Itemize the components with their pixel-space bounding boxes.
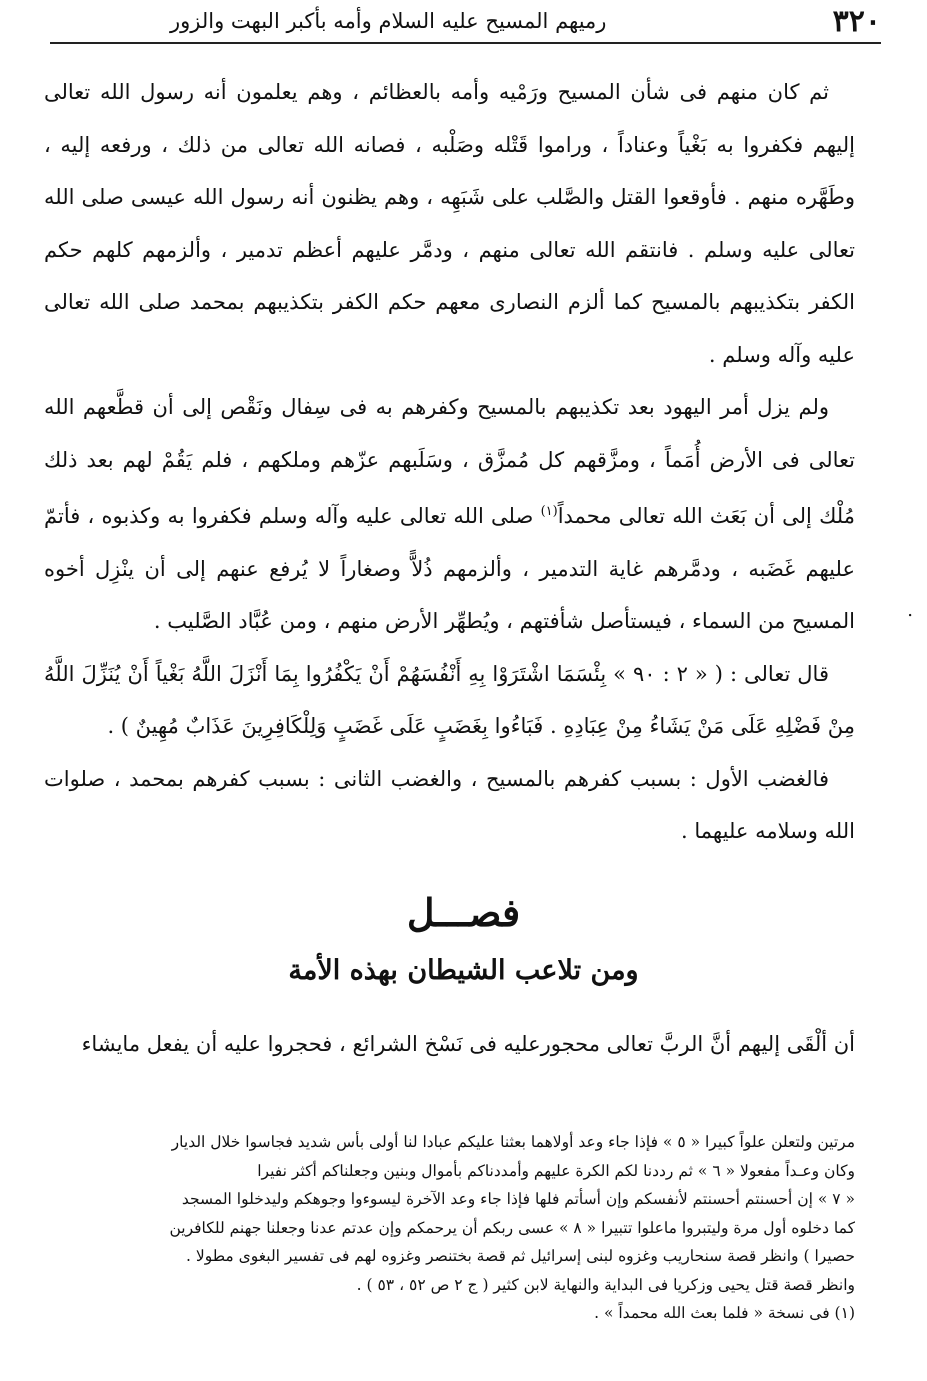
quran-quote-paragraph: قال تعالى : ( « ٢ : ٩٠ » بِئْسَمَا اشْتَرَوْا بِهِ أَنْفُسَهُمْ أَنْ يَكْفُرُوا بِمَا أَنْزَلَ اللَّهُ بَغْياً أَنْ يُنَزِّلَ اللَّهُ مِنْ فَضْلِهِ عَلَى مَنْ يَشَاءُ مِنْ عِبَادِهِ . فَبَاءُوا بِغَضَبٍ عَلَى غَضَبٍ وَلِلْكَافِرِينَ عَذَابٌ مُهِينٌ ) . [44,661,855,738]
footnote-line: وانظر قصة قتل يحيى وزكريا فى البداية والنهاية لابن كثير ( ج ٢ ص ٥٢ ، ٥٣ ) . [356,1275,855,1294]
footnotes [36,1128,855,1328]
footnote-line: وكان وعـداً مفعولا « ٦ » ثم رددنا لكم الكرة عليهم وأمددناكم بأموال وبنين وجعلناكم أكثر نفيرا [257,1161,855,1180]
page-number: ٣٢٠ [832,3,881,39]
footnote-line: كما دخلوه أول مرة وليتبروا ماعلوا تتبيرا « ٨ » عسى ربكم أن يرحمكم وإن عدتم عدنا وجعلنا جهنم للكافرين [169,1218,855,1237]
body-paragraph-2-end: صلى الله تعالى عليه وآله وسلم فكفروا به وكذبوه ، فأتمّ عليهم غَضَبه ، ودمَّرهم غاية التدمير ، وألزمهم ذُلاًّ وصغاراً لا يُرفع عنهم إلى أن ينْزِل أخوه المسيح من السماء ، فيستأصل شأفتهم ، ويُطهِّر الأرض منهم ، ومن عُبَّاد الصَّليب . [44,504,855,633]
section-subtitle: ومن تلاعب الشيطان بهذه الأمة [288,955,639,986]
footnote-line: « ٧ » إن أحسنتم أحسنتم لأنفسكم وإن أسأتم فلها فإذا جاء وعد الآخرة ليسوءوا وجوهكم وليدخلوا المسجد [181,1190,855,1208]
footnote-line: حصيرا ) وانظر قصة سنحاريب وغزوه لبنى إسرائيل ثم قصة بختنصر وغزوه لهم فى تفسير البغوى مطولا . [186,1247,855,1265]
section-heading: فصـــل [406,890,521,935]
body-paragraph-4: فالغضب الأول : بسبب كفرهم بالمسيح ، والغضب الثانى : بسبب كفرهم بمحمد ، صلوات الله وسلامه عليهما . [44,766,855,843]
running-title: رميهم المسيح عليه السلام وأمه بأكبر البهت والزور [170,9,607,33]
footnote-line-1: (١) فى نسخة « فلما بعث الله محمداً » . [594,1304,855,1322]
section-intro-line: أن ألْقَى إليهم أنَّ الربَّ تعالى محجورعليه فى نَسْخ الشرائع ، فحجروا عليه أن يفعل مايشاء [81,1032,855,1056]
body-paragraph-1: ثم كان منهم فى شأن المسيح ورَمْيه وأمه بالعظائم ، وهم يعلمون أنه رسول الله تعالى إليهم فكفروا به بَغْياً وعناداً ، وراموا قَتْله وصَلْبه ، فصانه الله تعالى من ذلك ، ورفعه إليه ، وطَهَّره منهم . فأوقعوا القتل والصَّلب على شَبَهِه ، وهم يظنون أنه رسول الله عيسى صلى الله تعالى عليه وسلم . فانتقم الله تعالى منهم ، ودمَّر عليهم أعظم تدمير ، وألزمهم كلهم حكم الكفر بتكذيبهم بالمسيح كما ألزم النصارى معهم حكم الكفر بتكذيبهم بمحمد صلى الله تعالى عليه وآله وسلم . [44,80,855,367]
page-header [50,0,881,44]
body-paragraph-2 [44,381,855,648]
body-paragraph-2-start: ولم يزل أمر اليهود بعد تكذيبهم بالمسيح وكفرهم به فى سِفال ونَقْص إلى أن قطَّعهم الله تعالى فى الأرض أُمَماً ، ومزَّقهم كل مُمزَّق ، وسَلَبهم عزّهم وملكهم ، فلم يَقُمْ لهم بعد ذلك مُلْك إلى أن بَعَث الله تعالى محمداً [44,395,855,528]
footnote-line: مرتين ولتعلن علواً كبيرا « ٥ » فإذا جاء وعد أولاهما بعثنا عليكم عبادا لنا أولى بأس شديد فجاسوا خلال الديار [171,1133,855,1151]
body-text [44,66,855,858]
margin-mark: . [907,600,913,621]
footnote-reference: (١) [540,504,558,519]
